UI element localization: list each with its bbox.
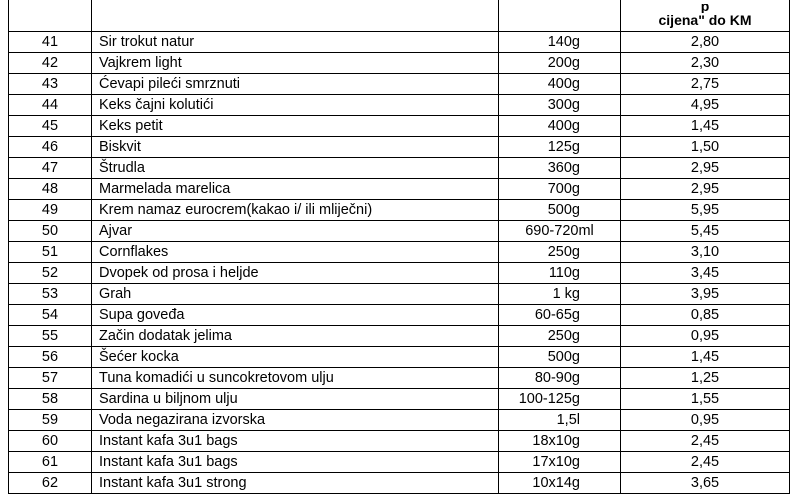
row-quantity: 400g	[499, 116, 621, 137]
row-price: 1,45	[621, 116, 790, 137]
row-number: 45	[9, 116, 92, 137]
row-quantity: 200g	[499, 53, 621, 74]
price-table	[8, 0, 790, 494]
row-quantity: 17x10g	[499, 452, 621, 473]
row-number: 44	[9, 95, 92, 116]
header-price-line1: p	[700, 4, 710, 13]
row-price: 2,75	[621, 74, 790, 95]
header-name-cell	[92, 0, 499, 32]
row-quantity: 100-125g	[499, 389, 621, 410]
row-price: 2,95	[621, 179, 790, 200]
row-number: 52	[9, 263, 92, 284]
row-number: 55	[9, 326, 92, 347]
row-product-name: Sardina u biljnom ulju	[92, 389, 499, 410]
table-row	[9, 32, 790, 53]
row-price: 0,95	[621, 410, 790, 431]
row-quantity: 1 kg	[499, 284, 621, 305]
row-product-name: Tuna komadići u suncokretovom ulju	[92, 368, 499, 389]
row-number: 46	[9, 137, 92, 158]
row-price: 3,95	[621, 284, 790, 305]
row-product-name: Marmelada marelica	[92, 179, 499, 200]
table-row	[9, 179, 790, 200]
row-price: 3,65	[621, 473, 790, 494]
row-price: 2,45	[621, 452, 790, 473]
row-price: 1,50	[621, 137, 790, 158]
table-row	[9, 53, 790, 74]
table-row	[9, 305, 790, 326]
row-number: 48	[9, 179, 92, 200]
table-row	[9, 368, 790, 389]
row-price: 1,55	[621, 389, 790, 410]
header-price-cell	[621, 0, 790, 32]
row-price: 0,85	[621, 305, 790, 326]
row-product-name: Voda negazirana izvorska	[92, 410, 499, 431]
table-row	[9, 95, 790, 116]
row-price: 2,30	[621, 53, 790, 74]
row-price: 2,45	[621, 431, 790, 452]
row-number: 60	[9, 431, 92, 452]
header-qty-cell	[499, 0, 621, 32]
row-price: 5,45	[621, 221, 790, 242]
row-quantity: 500g	[499, 347, 621, 368]
row-quantity: 400g	[499, 74, 621, 95]
row-product-name: Instant kafa 3u1 bags	[92, 431, 499, 452]
row-quantity: 60-65g	[499, 305, 621, 326]
row-quantity: 140g	[499, 32, 621, 53]
row-price: 4,95	[621, 95, 790, 116]
row-product-name: Krem namaz eurocrem(kakao i/ ili mliječni)	[92, 200, 499, 221]
table-row	[9, 326, 790, 347]
row-quantity: 300g	[499, 95, 621, 116]
table-row	[9, 263, 790, 284]
row-quantity: 110g	[499, 263, 621, 284]
table-row	[9, 389, 790, 410]
row-price: 3,10	[621, 242, 790, 263]
row-product-name: Štrudla	[92, 158, 499, 179]
table-row	[9, 410, 790, 431]
table-row	[9, 242, 790, 263]
row-number: 57	[9, 368, 92, 389]
row-product-name: Cornflakes	[92, 242, 499, 263]
table-row	[9, 158, 790, 179]
row-product-name: Instant kafa 3u1 bags	[92, 452, 499, 473]
row-quantity: 125g	[499, 137, 621, 158]
row-quantity: 360g	[499, 158, 621, 179]
row-quantity: 700g	[499, 179, 621, 200]
row-price: 2,95	[621, 158, 790, 179]
table-header-row	[9, 0, 790, 32]
row-number: 49	[9, 200, 92, 221]
table-row	[9, 347, 790, 368]
table-row	[9, 452, 790, 473]
row-number: 53	[9, 284, 92, 305]
row-number: 58	[9, 389, 92, 410]
header-price-line2: cijena" do KM	[658, 12, 752, 28]
row-number: 42	[9, 53, 92, 74]
row-number: 43	[9, 74, 92, 95]
row-price: 3,45	[621, 263, 790, 284]
table-row	[9, 116, 790, 137]
table-row	[9, 284, 790, 305]
row-price: 5,95	[621, 200, 790, 221]
table-row	[9, 137, 790, 158]
row-product-name: Supa goveđa	[92, 305, 499, 326]
row-quantity: 10x14g	[499, 473, 621, 494]
row-quantity: 690-720ml	[499, 221, 621, 242]
table-body	[9, 0, 790, 494]
row-quantity: 18x10g	[499, 431, 621, 452]
row-product-name: Začin dodatak jelima	[92, 326, 499, 347]
row-product-name: Ćevapi pileći smrznuti	[92, 74, 499, 95]
row-number: 61	[9, 452, 92, 473]
row-number: 56	[9, 347, 92, 368]
row-price: 0,95	[621, 326, 790, 347]
row-number: 51	[9, 242, 92, 263]
row-product-name: Biskvit	[92, 137, 499, 158]
row-product-name: Dvopek od prosa i heljde	[92, 263, 499, 284]
row-quantity: 1,5l	[499, 410, 621, 431]
row-number: 50	[9, 221, 92, 242]
row-quantity: 250g	[499, 242, 621, 263]
table-row	[9, 473, 790, 494]
row-product-name: Šećer kocka	[92, 347, 499, 368]
row-number: 41	[9, 32, 92, 53]
row-product-name: Vajkrem light	[92, 53, 499, 74]
row-product-name: Keks čajni kolutići	[92, 95, 499, 116]
row-product-name: Ajvar	[92, 221, 499, 242]
table-row	[9, 221, 790, 242]
row-number: 62	[9, 473, 92, 494]
row-price: 1,45	[621, 347, 790, 368]
table-row	[9, 431, 790, 452]
row-product-name: Instant kafa 3u1 strong	[92, 473, 499, 494]
row-number: 54	[9, 305, 92, 326]
row-product-name: Keks petit	[92, 116, 499, 137]
table-row	[9, 200, 790, 221]
row-number: 59	[9, 410, 92, 431]
row-product-name: Sir trokut natur	[92, 32, 499, 53]
row-product-name: Grah	[92, 284, 499, 305]
row-price: 1,25	[621, 368, 790, 389]
row-number: 47	[9, 158, 92, 179]
row-price: 2,80	[621, 32, 790, 53]
header-num-cell	[9, 0, 92, 32]
table-row	[9, 74, 790, 95]
row-quantity: 500g	[499, 200, 621, 221]
row-quantity: 250g	[499, 326, 621, 347]
row-quantity: 80-90g	[499, 368, 621, 389]
